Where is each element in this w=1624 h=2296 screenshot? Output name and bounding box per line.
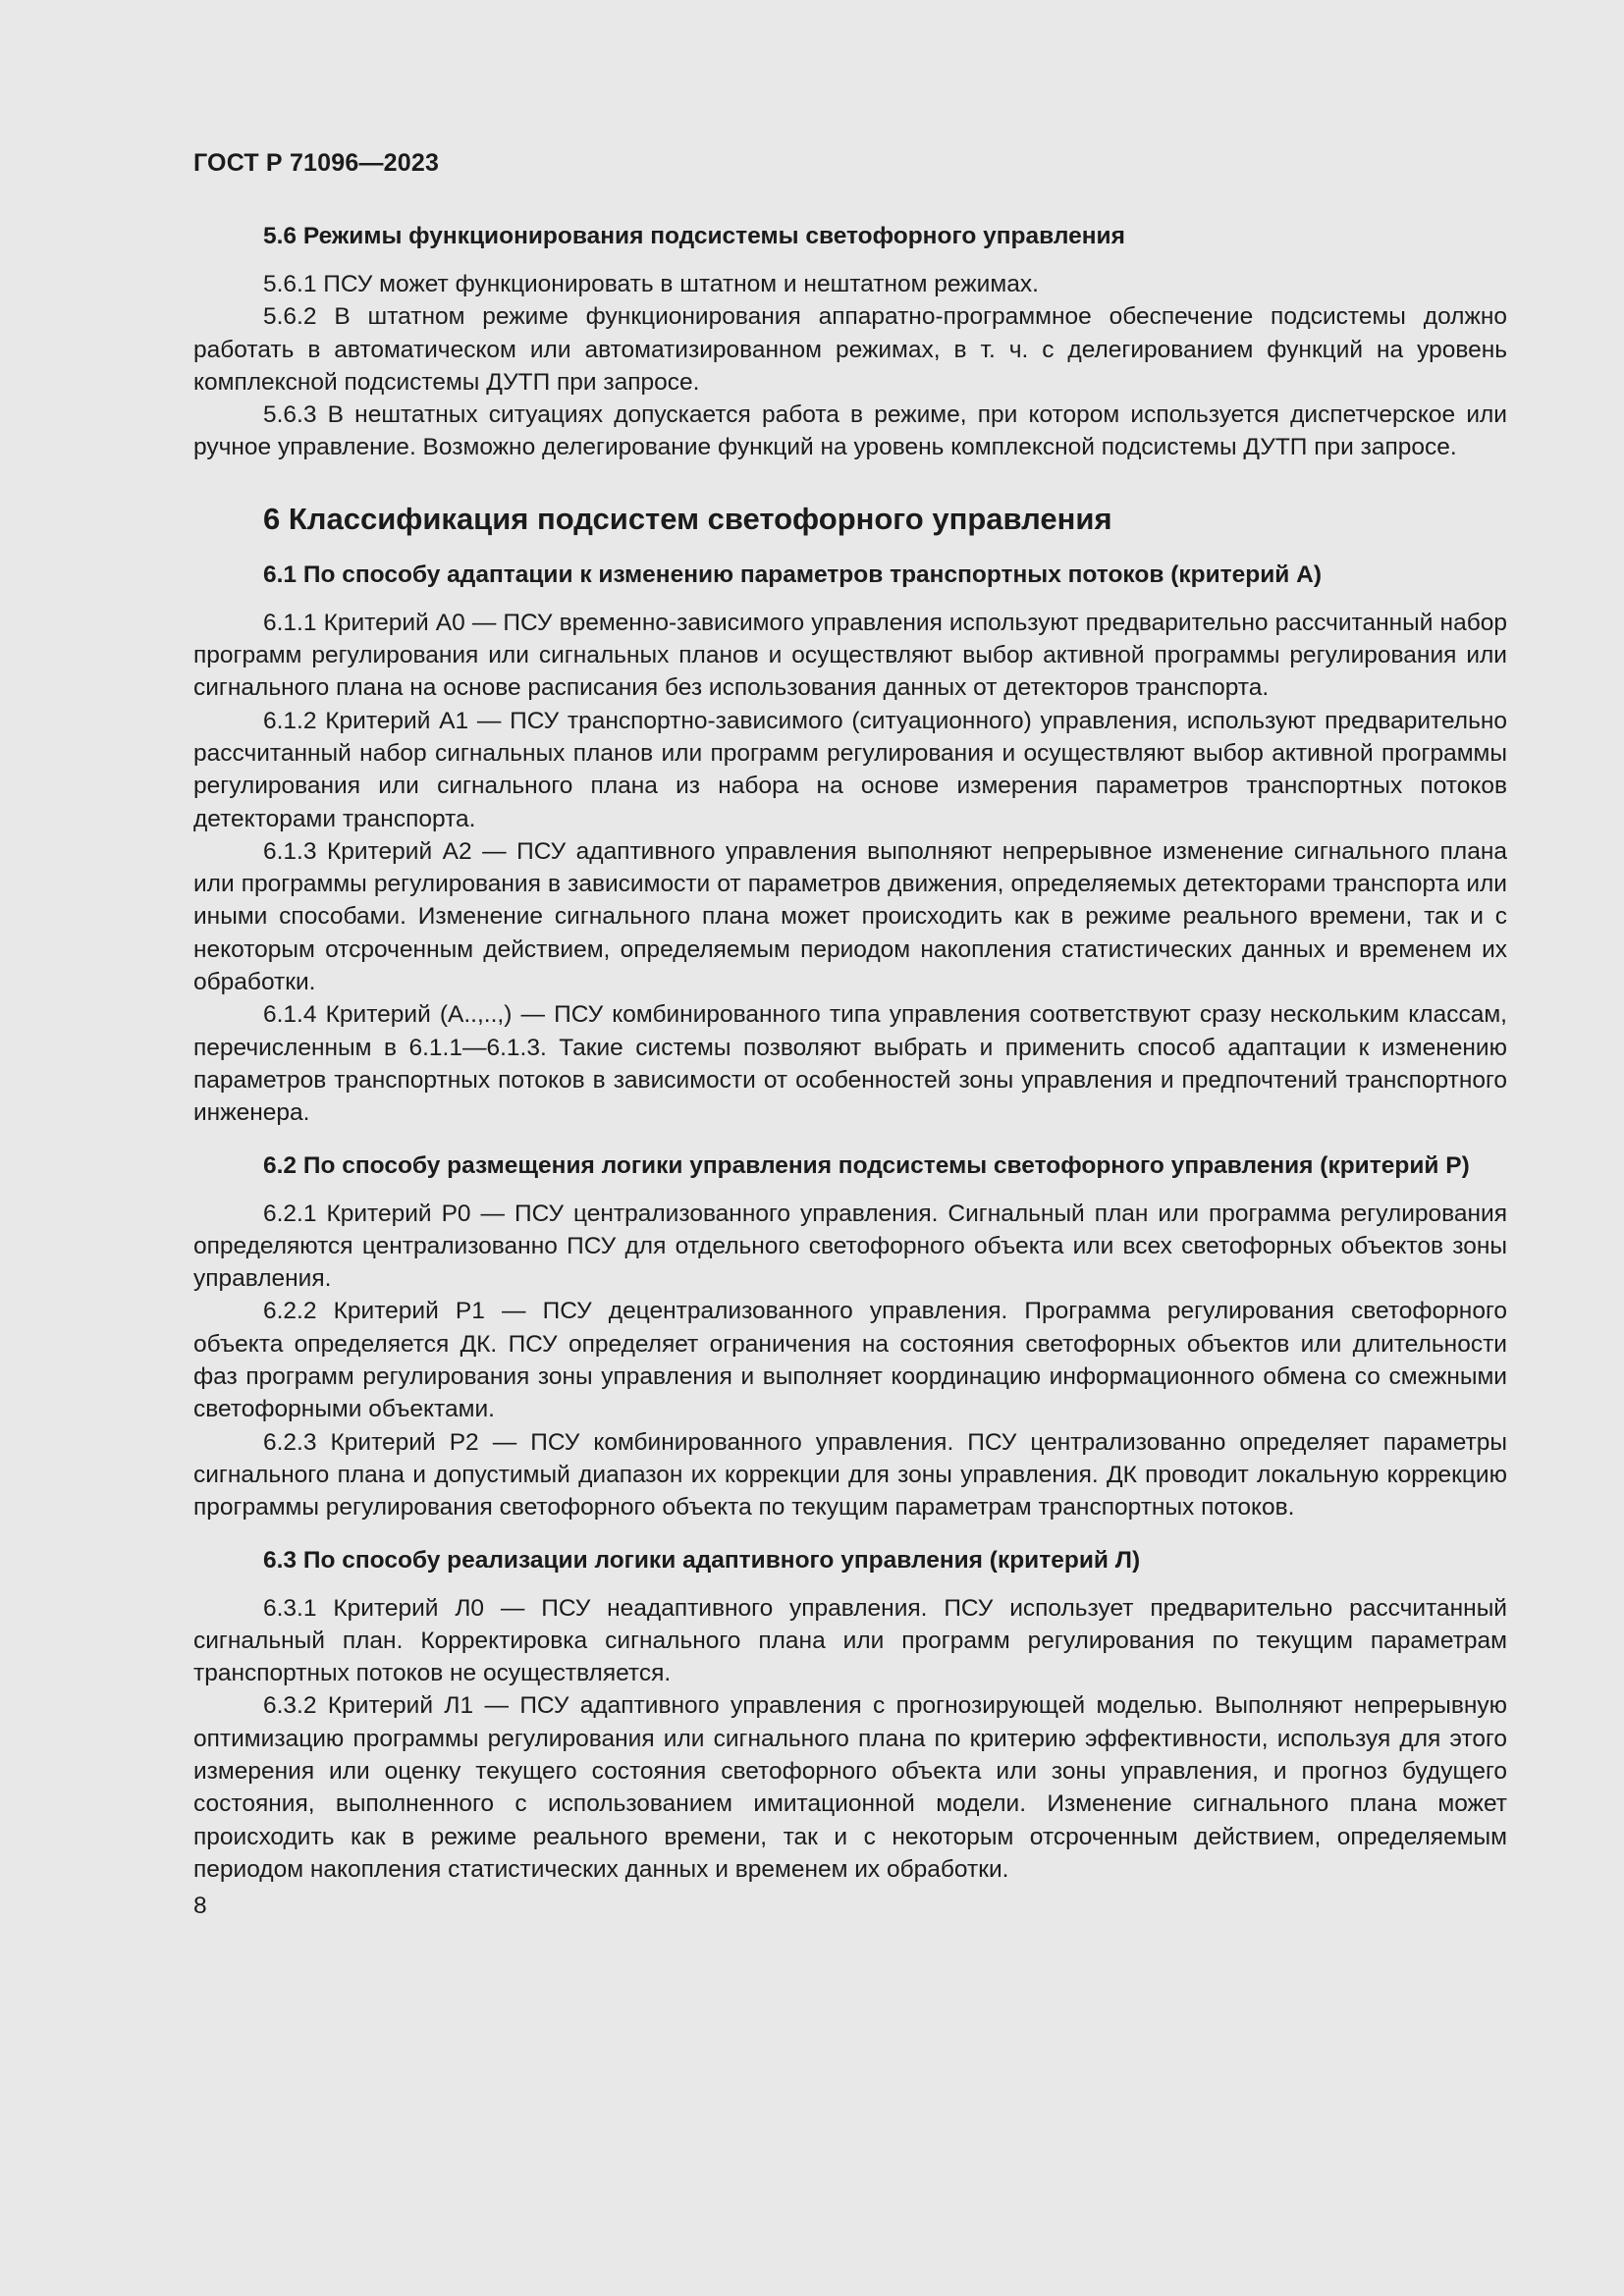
- paragraph-5-6-2: 5.6.2 В штатном режиме функционирования аппаратно-программное обеспечение подсистемы должно работать в автоматическом или автоматизированном режимах, в т. ч. с делегированием функций на уровень комплексной подсистемы ДУТП при запросе.: [193, 303, 1507, 396]
- page-number: 8: [193, 1893, 207, 1920]
- paragraph-6-3-1: 6.3.1 Критерий Л0 — ПСУ неадаптивного управления. ПСУ использует предварительно рассчитанный сигнальный план. Корректировка сигнального плана или программ регулирования по текущим параметрам транспортных потоков не осуществляется.: [193, 1594, 1507, 1687]
- chapter-heading-6: 6 Классификация подсистем светофорного управления: [263, 501, 1112, 536]
- paragraph-6-1-4: 6.1.4 Критерий (А..,..,) — ПСУ комбинированного типа управления соответствуют сразу нескольким классам, перечисленным в 6.1.1—6.1.3. Такие системы позволяют выбрать и применить способ адаптации к изменению параметров транспортных потоков в зависимости от особенностей зоны управления и предпочтений транспортного инженера.: [193, 1001, 1507, 1127]
- document-code: ГОСТ Р 71096—2023: [193, 149, 440, 177]
- paragraph-6-3-2: 6.3.2 Критерий Л1 — ПСУ адаптивного управления с прогнозирующей моделью. Выполняют непрерывную оптимизацию программы регулирования или сигнального плана по критерию эффективности, используя для этого измерения или оценку текущего состояния светофорного объекта или зоны управления, и прогноз будущего состояния, выполненного с использованием имитационной модели. Изменение сигнального плана может происходить как в режиме реального времени, так и с некоторым отсроченным действием, определяемым периодом накопления статистических данных и временем их обработки.: [193, 1692, 1507, 1883]
- section-heading-5-6: 5.6 Режимы функционирования подсистемы светофорного управления: [263, 223, 1125, 249]
- section-heading-6-2: 6.2 По способу размещения логики управления подсистемы светофорного управления (критерий Р): [263, 1151, 1470, 1179]
- section-heading-6-3: 6.3 По способу реализации логики адаптивного управления (критерий Л): [263, 1546, 1141, 1574]
- paragraph-6-2-1: 6.2.1 Критерий Р0 — ПСУ централизованного управления. Сигнальный план или программа регулирования определяются централизованно ПСУ для отдельного светофорного объекта или всех светофорных объектов зоны управления.: [193, 1200, 1507, 1293]
- paragraph-6-2-3: 6.2.3 Критерий Р2 — ПСУ комбинированного управления. ПСУ централизованно определяет параметры сигнального плана и допустимый диапазон их коррекции для зоны управления. ДК проводит локальную коррекцию программы регулирования светофорного объекта по текущим параметрам транспортных потоков.: [193, 1428, 1507, 1522]
- paragraph-6-1-3: 6.1.3 Критерий А2 — ПСУ адаптивного управления выполняют непрерывное изменение сигнального плана или программы регулирования в зависимости от параметров движения, определяемых детекторами транспорта или иными способами. Изменение сигнального плана может происходить как в режиме реального времени, так и с некоторым отсроченным действием, определяемым периодом накопления статистических данных и временем их обработки.: [193, 837, 1507, 996]
- paragraph-6-1-1: 6.1.1 Критерий А0 — ПСУ временно-зависимого управления используют предварительно рассчитанный набор программ регулирования или сигнальных планов и осуществляют выбор активной программы регулирования или сигнального плана на основе расписания без использования данных от детекторов транспорта.: [193, 609, 1507, 702]
- paragraph-5-6-1: 5.6.1 ПСУ может функционировать в штатном и нештатном режимах.: [263, 271, 1039, 297]
- paragraph-6-2-2: 6.2.2 Критерий Р1 — ПСУ децентрализованного управления. Программа регулирования светофорного объекта определяется ДК. ПСУ определяет ограничения на состояния светофорных объектов или длительности фаз программ регулирования зоны управления и выполняет координацию информационного обмена со смежными светофорными объектами.: [193, 1298, 1507, 1423]
- section-heading-6-1: 6.1 По способу адаптации к изменению параметров транспортных потоков (критерий А): [263, 561, 1323, 588]
- paragraph-5-6-3: 5.6.3 В нештатных ситуациях допускается работа в режиме, при котором используется диспетчерское или ручное управление. Возможно делегирование функций на уровень комплексной подсистемы ДУТП при запросе.: [193, 401, 1507, 461]
- document-page: [193, 145, 1507, 1922]
- paragraph-6-1-2: 6.1.2 Критерий А1 — ПСУ транспортно-зависимого (ситуационного) управления, используют предварительно рассчитанный набор сигнальных планов или программ регулирования и осуществляют выбор активной программы регулирования или сигнального плана из набора на основе измерения параметров транспортных потоков детекторами транспорта.: [193, 707, 1507, 832]
